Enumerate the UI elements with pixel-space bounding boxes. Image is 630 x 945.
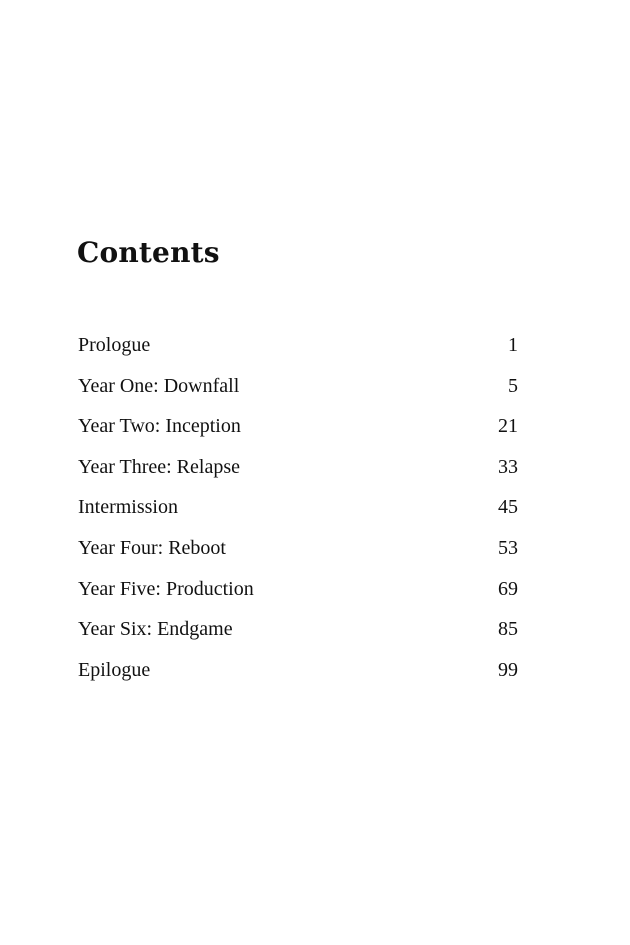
toc-entry-title: Intermission [78, 496, 178, 519]
toc-entry [78, 528, 518, 569]
toc-entry-page-number: 1 [508, 334, 518, 356]
toc-entry-title: Epilogue [78, 658, 151, 681]
toc-entry-page-number: 45 [498, 496, 518, 519]
toc-entry-page-number: 21 [498, 415, 518, 438]
toc-entry-page-number: 53 [498, 536, 518, 559]
toc-entry-page-number: 99 [498, 658, 518, 681]
toc-entry [78, 569, 518, 610]
toc-entry-page-number: 33 [498, 455, 518, 478]
toc-entry [78, 650, 518, 691]
toc-entry [78, 487, 518, 528]
toc-entry-title: Year Two: Inception [78, 415, 241, 438]
toc-entry-title: Year Five: Production [78, 577, 254, 600]
toc-entry-title: Year Six: Endgame [78, 618, 233, 641]
toc-entry-title: Year One: Downfall [78, 374, 240, 397]
toc-entry [78, 406, 518, 447]
toc-entry [78, 447, 518, 488]
toc-entry-title: Year Three: Relapse [78, 455, 240, 478]
toc-entry-title: Year Four: Reboot [78, 536, 226, 559]
toc-entry [78, 366, 518, 407]
toc-entry-title: Prologue [78, 334, 151, 356]
toc-entry-page-number: 69 [498, 577, 518, 600]
toc-entry-page-number: 5 [508, 374, 518, 397]
toc-entry [78, 609, 518, 650]
table-of-contents [78, 325, 518, 690]
contents-heading: Contents [77, 235, 220, 269]
toc-entry [78, 325, 518, 366]
toc-entry-page-number: 85 [498, 618, 518, 641]
